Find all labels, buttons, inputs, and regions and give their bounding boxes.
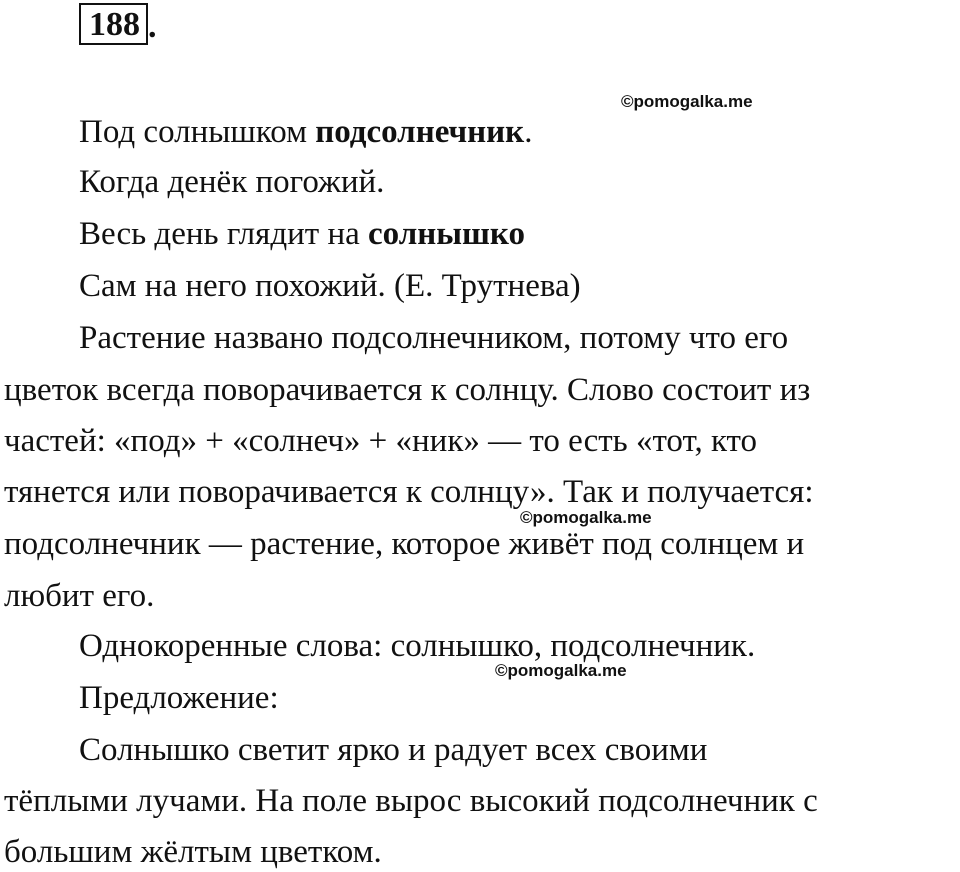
sentence-line-1: Солнышко светит ярко и радует всех своими bbox=[79, 732, 708, 768]
explanation-line-2: цветок всегда поворачивается к солнцу. Слово состоит из bbox=[4, 372, 811, 408]
poem-line-1 bbox=[79, 112, 532, 152]
poem-line-2: Когда денёк погожий. bbox=[79, 164, 385, 200]
sentence-label: Предложение: bbox=[79, 680, 279, 716]
explanation-line-5: подсолнечник — растение, которое живёт под солнцем и bbox=[4, 526, 805, 562]
poem-line-4: Сам на него похожий. (Е. Трутнева) bbox=[79, 268, 581, 304]
task-number-dot: . bbox=[148, 8, 157, 45]
explanation-line-3: частей: «под» + «солнеч» + «ник» — то есть «тот, кто bbox=[4, 423, 758, 459]
watermark-top: ©pomogalka.me bbox=[621, 92, 753, 111]
explanation-line-6: любит его. bbox=[4, 578, 155, 614]
poem-line-3-bold: солнышко bbox=[368, 216, 525, 252]
explanation-line-4: тянется или поворачивается к солнцу». Так и получается: bbox=[4, 474, 814, 510]
watermark-bottom: ©pomogalka.me bbox=[495, 661, 627, 680]
task-number bbox=[79, 5, 157, 45]
watermark-middle: ©pomogalka.me bbox=[520, 508, 652, 527]
poem-line-3 bbox=[79, 214, 525, 254]
related-words: Однокоренные слова: солнышко, подсолнечник. bbox=[79, 628, 756, 664]
sentence-line-2: тёплыми лучами. На поле вырос высокий подсолнечник с bbox=[4, 783, 818, 819]
explanation-line-1: Растение названо подсолнечником, потому что его bbox=[79, 320, 789, 356]
poem-line-3-text: Весь день глядит на bbox=[79, 216, 369, 252]
poem-line-1-bold: подсолнечник bbox=[315, 114, 525, 150]
sentence-line-3: большим жёлтым цветком. bbox=[4, 834, 382, 870]
poem-line-1-text: Под солнышком bbox=[79, 114, 316, 150]
task-number-box: 188 bbox=[79, 3, 148, 45]
poem-line-1-end: . bbox=[524, 114, 533, 150]
